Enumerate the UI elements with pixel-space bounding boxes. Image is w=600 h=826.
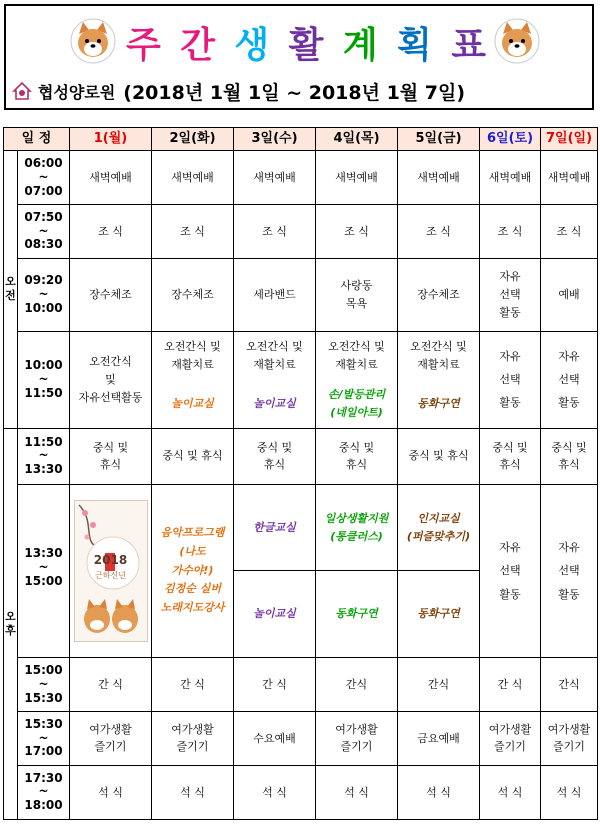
schedule-cell: 석 식	[480, 765, 541, 819]
table-row	[4, 428, 598, 484]
table-row	[4, 657, 598, 711]
title-char: 간	[180, 24, 215, 66]
schedule-cell: 장수체조	[152, 258, 234, 331]
schedule-cell: 오전간식 및 재활치료	[234, 332, 316, 380]
schedule-cell: 자유 선택 활동	[480, 258, 541, 331]
schedule-cell: 자유 선택 활동	[541, 484, 598, 657]
schedule-cell: 장수체조	[398, 258, 480, 331]
time-cell: 07:50 ~ 08:30	[18, 205, 70, 258]
schedule-cell: 새벽예배	[152, 151, 234, 205]
table-row	[4, 765, 598, 819]
schedule-cell: 새벽예배	[480, 151, 541, 205]
new-year-card-image	[74, 500, 148, 642]
schedule-cell: 간식	[316, 657, 398, 711]
time-cell: 11:50 ~ 13:30	[18, 428, 70, 484]
title-char: 표	[451, 24, 486, 66]
table-row	[4, 332, 598, 380]
schedule-cell: 예배	[541, 258, 598, 331]
schedule-cell: 자유 선택 활동	[480, 484, 541, 657]
program-cell: 놀이교실	[234, 571, 316, 658]
schedule-cell: 여가생활 즐기기	[316, 712, 398, 765]
shiba-dog-icon	[70, 18, 116, 64]
time-cell: 09:20 ~ 10:00	[18, 258, 70, 331]
schedule-cell: 간식	[541, 657, 598, 711]
weekly-schedule-table	[3, 127, 598, 820]
day-header: 5일(금)	[398, 128, 480, 151]
schedule-cell: 사랑동 목욕	[316, 258, 398, 331]
day-header: 2일(화)	[152, 128, 234, 151]
table-row	[4, 205, 598, 258]
program-cell: 놀이교실	[152, 380, 234, 428]
title-char: 획	[397, 24, 432, 66]
table-row	[4, 484, 598, 571]
schedule-cell: 간 식	[70, 657, 152, 711]
table-row	[4, 258, 598, 331]
schedule-cell: 중식 및 휴식	[316, 428, 398, 484]
schedule-cell: 새벽예배	[234, 151, 316, 205]
day-header: 4일(목)	[316, 128, 398, 151]
page-title	[126, 16, 486, 68]
org-name: 협성양로원	[38, 82, 116, 102]
schedule-cell: 중식 및 휴식	[70, 428, 152, 484]
title-char: 활	[288, 24, 324, 66]
table-row	[4, 151, 598, 205]
schedule-cell: 조 식	[541, 205, 598, 258]
schedule-cell: 오전간식 및 재활치료	[152, 332, 234, 380]
program-cell: 음악프로그램 (나도 가수야!) 김정순 실버 노래지도강사	[152, 484, 234, 657]
schedule-cell: 석 식	[316, 765, 398, 819]
schedule-cell: 중식 및 휴식	[480, 428, 541, 484]
schedule-cell: 조 식	[70, 205, 152, 258]
program-cell: 한글교실	[234, 484, 316, 571]
time-cell: 06:00 ~ 07:00	[18, 151, 70, 205]
schedule-cell: 자유 선택 활동	[480, 332, 541, 429]
new-year-card-cell	[70, 484, 152, 657]
program-cell: 동화구연	[398, 571, 480, 658]
time-cell: 10:00 ~ 11:50	[18, 332, 70, 429]
schedule-cell: 여가생활 즐기기	[480, 712, 541, 765]
schedule-cell: 간 식	[152, 657, 234, 711]
schedule-cell: 조 식	[234, 205, 316, 258]
time-cell: 13:30 ~ 15:00	[18, 484, 70, 657]
card-year: 2018	[93, 552, 128, 567]
time-cell: 15:30 ~ 17:00	[18, 712, 70, 765]
day-header: 3일(수)	[234, 128, 316, 151]
schedule-cell: 중식 및 휴식	[152, 428, 234, 484]
time-cell: 15:00 ~ 15:30	[18, 657, 70, 711]
schedule-cell: 수요예배	[234, 712, 316, 765]
date-range: (2018년 1월 1일 ~ 2018년 1월 7일)	[123, 81, 466, 104]
schedule-cell: 여가생활 즐기기	[70, 712, 152, 765]
schedule-cell: 장수체조	[70, 258, 152, 331]
title-char: 주	[126, 24, 161, 66]
schedule-cell: 오전간식 및 자유선택활동	[70, 332, 152, 429]
schedule-cell: 오전간식 및 재활치료	[398, 332, 480, 380]
schedule-cell: 조 식	[316, 205, 398, 258]
title-char: 계	[342, 24, 378, 66]
schedule-cell: 석 식	[234, 765, 316, 819]
schedule-cell: 자유 선택 활동	[541, 332, 598, 429]
schedule-cell: 중식 및 휴식	[234, 428, 316, 484]
schedule-cell: 오전간식 및 재활치료	[316, 332, 398, 380]
program-cell: 인지교실 (퍼즐맞추기)	[398, 484, 480, 571]
schedule-cell: 석 식	[70, 765, 152, 819]
title-box	[4, 4, 594, 110]
schedule-cell: 조 식	[152, 205, 234, 258]
subtitle-row	[12, 76, 465, 106]
schedule-cell: 새벽예배	[541, 151, 598, 205]
schedule-cell: 석 식	[541, 765, 598, 819]
schedule-cell: 여가생활 즐기기	[541, 712, 598, 765]
shiba-dog-icon	[494, 18, 540, 64]
schedule-cell: 조 식	[398, 205, 480, 258]
schedule-cell: 여가생활 즐기기	[152, 712, 234, 765]
schedule-cell: 간식	[398, 657, 480, 711]
card-greeting: 근하신년	[95, 570, 126, 580]
schedule-cell: 조 식	[480, 205, 541, 258]
section-am: 오 전	[4, 151, 18, 429]
day-header: 7일(일)	[541, 128, 598, 151]
section-pm: 오 후	[4, 428, 18, 819]
program-cell: 동화구연	[398, 380, 480, 428]
schedule-cell: 새벽예배	[398, 151, 480, 205]
program-cell: 놀이교실	[234, 380, 316, 428]
schedule-cell: 간 식	[480, 657, 541, 711]
schedule-cell: 새벽예배	[316, 151, 398, 205]
program-cell: 일상생활지원 (통클러스)	[316, 484, 398, 571]
title-char: 생	[234, 24, 270, 66]
corner-cell: 일 정	[4, 128, 70, 151]
schedule-cell: 새벽예배	[70, 151, 152, 205]
schedule-cell: 석 식	[398, 765, 480, 819]
header-row	[4, 128, 598, 151]
schedule-cell: 세라밴드	[234, 258, 316, 331]
house-logo-icon	[12, 81, 32, 101]
time-cell: 17:30 ~ 18:00	[18, 765, 70, 819]
schedule-cell: 중식 및 휴식	[398, 428, 480, 484]
schedule-cell: 금요예배	[398, 712, 480, 765]
program-cell: 손/발등관리 (네일아트)	[316, 380, 398, 428]
schedule-cell: 석 식	[152, 765, 234, 819]
program-cell: 동화구연	[316, 571, 398, 658]
table-row	[4, 712, 598, 765]
day-header: 1(월)	[70, 128, 152, 151]
schedule-cell: 중식 및 휴식	[541, 428, 598, 484]
day-header: 6일(토)	[480, 128, 541, 151]
schedule-cell: 간 식	[234, 657, 316, 711]
